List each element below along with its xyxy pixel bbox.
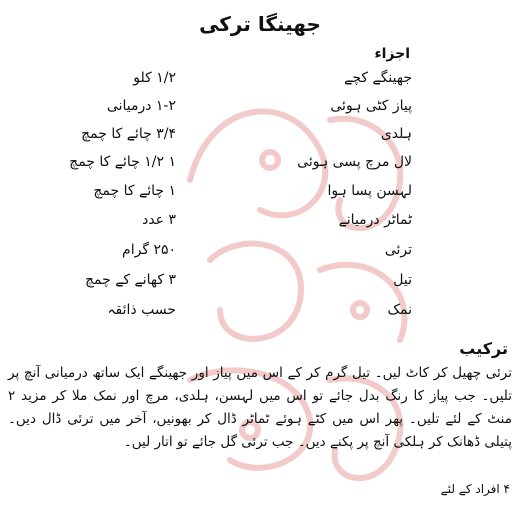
ingredient-name: تیل <box>393 272 412 288</box>
ingredient-row <box>0 126 520 152</box>
ingredient-row <box>0 242 520 268</box>
ingredient-name: لہسن پسا ہوا <box>327 183 412 199</box>
ingredient-name: ٹماٹر درمیانے <box>338 212 412 228</box>
ingredient-row <box>0 98 520 124</box>
ingredient-row <box>0 154 520 180</box>
servings-note: ۴ افراد کے لئے <box>440 482 510 496</box>
ingredient-row <box>0 212 520 238</box>
ingredient-qty: ۱ ۱/۲ چائے کا چمچ <box>69 154 176 170</box>
ingredient-qty: حسب ذائقہ <box>107 302 176 318</box>
ingredient-qty: ۲۵۰ گرام <box>122 242 176 258</box>
ingredient-row <box>0 302 520 328</box>
ingredient-name: نمک <box>387 302 412 318</box>
ingredient-qty: ۳ عدد <box>142 212 176 228</box>
method-heading: ترکیب <box>459 339 508 358</box>
ingredient-qty: ۱ چائے کا چمچ <box>93 183 176 199</box>
ingredient-row <box>0 272 520 298</box>
ingredient-row <box>0 183 520 209</box>
ingredient-qty: ۱/۲ کلو <box>133 70 176 86</box>
ingredient-qty: ۳/۴ چائے کا چمچ <box>81 126 176 142</box>
ingredients-heading: اجزاء <box>374 46 410 62</box>
ingredient-row <box>0 70 520 96</box>
ingredient-name: پیاز کٹی ہوئی <box>330 98 412 114</box>
ingredient-name: ہلدی <box>380 126 412 142</box>
method-text: ترئی چھیل کر کاٹ لیں۔ تیل گرم کر کے اس میں پیاز اور جھینگے ایک ساتھ درمیانی آنچ پر تلیں۔ جب پیاز کا رنگ بدل جائے تو اس میں لہسن، ہلدی، مرچ اور نمک ملا کر مزید ۲ منٹ کے لئے تلیں۔ پھر اس میں کٹے ہوئے ٹماٹر ڈال کر بھونیں، آخر میں ترئی ڈال دیں۔ پتیلی ڈھانک کر ہلکی آنچ پر پکنے دیں۔ جب ترئی گل جائے تو اتار لیں۔ <box>8 365 512 450</box>
ingredient-name: لال مرچ پسی ہوئی <box>297 154 412 170</box>
ingredient-name: ترئی <box>384 242 412 258</box>
ingredient-name: جھینگے کچے <box>344 70 412 86</box>
ingredient-qty: ۳ کھانے کے چمچ <box>84 272 176 288</box>
ingredient-qty: ۱-۲ درمیانی <box>106 98 176 114</box>
recipe-title: جھینگا ترکی <box>199 12 321 36</box>
